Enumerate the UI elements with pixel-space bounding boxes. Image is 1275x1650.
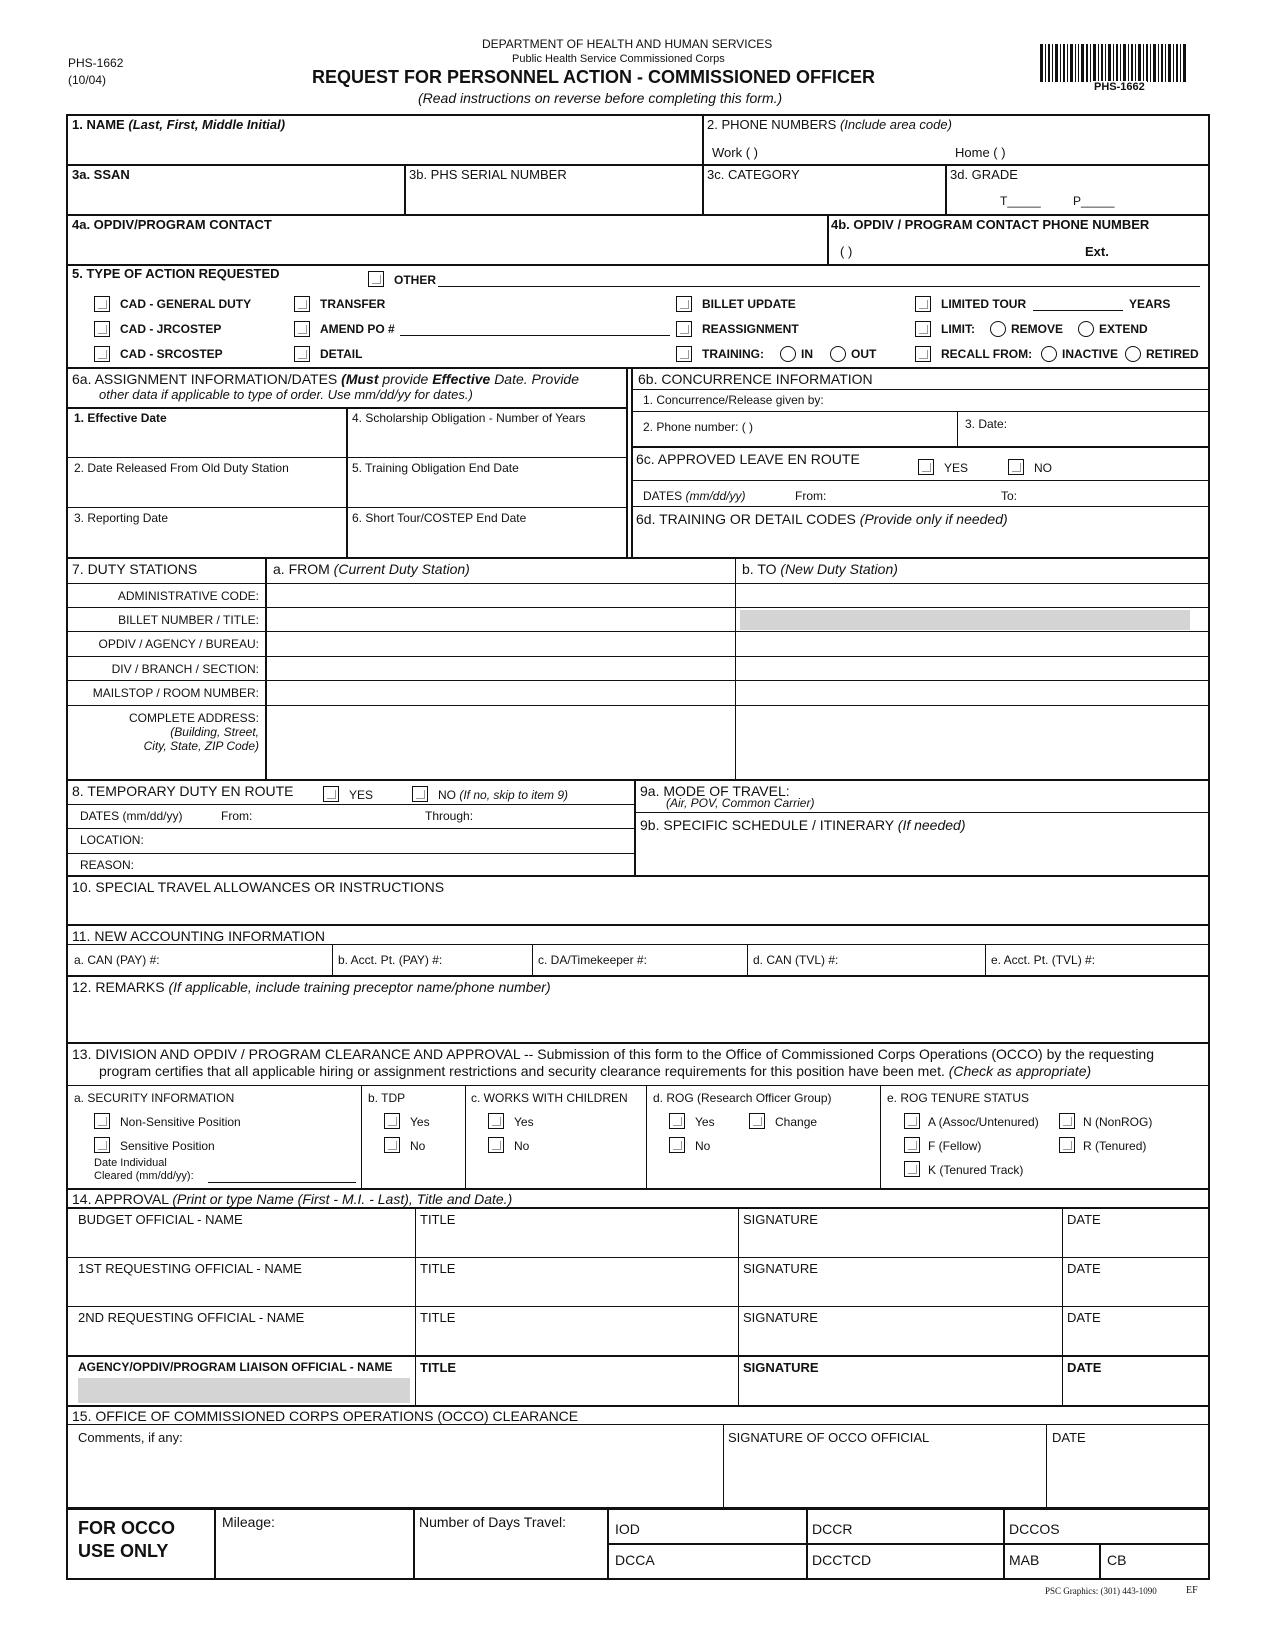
complete-address-label: COMPLETE ADDRESS: <box>128 711 259 725</box>
cb-label: CB <box>1107 1552 1127 1568</box>
remove-radio[interactable] <box>990 321 1006 337</box>
training-out-radio[interactable] <box>830 346 846 362</box>
remarks-text: 12. REMARKS <box>72 979 165 995</box>
barcode-label: PHS-1662 <box>1094 81 1145 93</box>
assignment-must: (Must <box>341 371 379 387</box>
contact-phone-ext: Ext. <box>1085 244 1109 259</box>
cad-general-label: CAD - GENERAL DUTY <box>120 297 252 311</box>
training-label: TRAINING: <box>702 347 764 361</box>
tenure-a-checkbox[interactable] <box>904 1113 920 1129</box>
recall-checkbox[interactable] <box>915 346 931 362</box>
non-sensitive-checkbox[interactable] <box>94 1113 110 1129</box>
serial-label: 3b. PHS SERIAL NUMBER <box>409 167 567 182</box>
name-label <box>72 118 285 133</box>
temp-duty-no-text: NO <box>438 788 456 802</box>
phone-label-text: 2. PHONE NUMBERS <box>707 117 837 132</box>
cad-jrcostep-checkbox[interactable] <box>94 321 110 337</box>
limited-tour-label: LIMITED TOUR <box>941 297 1027 311</box>
rog-yes-label: Yes <box>695 1115 715 1129</box>
billet-update-label: BILLET UPDATE <box>702 297 796 311</box>
rog-title: d. ROG (Research Officer Group) <box>653 1091 832 1105</box>
cad-srcostep-checkbox[interactable] <box>94 346 110 362</box>
amend-po-checkbox[interactable] <box>294 321 310 337</box>
barcode-icon <box>1040 44 1190 82</box>
program-contact-label: 4a. OPDIV/PROGRAM CONTACT <box>72 217 272 232</box>
other-label: OTHER <box>394 273 436 287</box>
tenure-k-checkbox[interactable] <box>904 1161 920 1177</box>
children-no-checkbox[interactable] <box>488 1137 504 1153</box>
duty-stations-title: 7. DUTY STATIONS <box>72 561 198 577</box>
mailstop-label: MAILSTOP / ROOM NUMBER: <box>92 686 259 700</box>
liaison-official-label: AGENCY/OPDIV/PROGRAM LIAISON OFFICIAL - NAME <box>78 1360 393 1374</box>
tdp-yes-label: Yes <box>410 1115 430 1129</box>
liaison-signature-label: SIGNATURE <box>743 1360 819 1375</box>
remarks-title <box>72 979 551 995</box>
budget-signature-label: SIGNATURE <box>743 1212 818 1227</box>
temp-duty-yes-checkbox[interactable] <box>323 786 339 802</box>
tdp-no-label: No <box>410 1139 426 1153</box>
cleared-date-label: Cleared (mm/dd/yy): <box>94 1170 194 1182</box>
grade-p: P_____ <box>1073 194 1115 208</box>
short-tour-label: 6. Short Tour/COSTEP End Date <box>352 511 527 525</box>
remove-label: REMOVE <box>1011 322 1064 336</box>
training-out-label: OUT <box>851 347 877 361</box>
timekeeper-label: c. DA/Timekeeper #: <box>538 953 647 967</box>
dcctcd-label: DCCTCD <box>812 1552 872 1568</box>
billet-update-checkbox[interactable] <box>676 296 692 312</box>
training-in-radio[interactable] <box>780 346 796 362</box>
name-hint: (Last, First, Middle Initial) <box>128 117 286 132</box>
clearance-statement-text: program certifies that all applicable hiring or assignment restrictions and security clearance requirements for this position have been met. <box>99 1063 945 1079</box>
clearance-title: 13. DIVISION AND OPDIV / PROGRAM CLEARANCE AND APPROVAL -- Submission of this form to the Office of Commissioned Corps Operations (OCCO) by the requesting <box>72 1046 1154 1062</box>
assignment-provide: provide <box>382 371 429 387</box>
leave-dates-text: DATES <box>643 489 683 503</box>
budget-official-label: BUDGET OFFICIAL - NAME <box>78 1212 243 1227</box>
budget-title-label: TITLE <box>420 1212 456 1227</box>
div-branch-label: DIV / BRANCH / SECTION: <box>111 662 259 676</box>
iod-label: IOD <box>615 1521 640 1537</box>
tenure-r-checkbox[interactable] <box>1059 1137 1075 1153</box>
liaison-title-label: TITLE <box>420 1360 457 1375</box>
temp-duty-through: Through: <box>425 809 474 823</box>
date-individual-label: Date Individual <box>94 1157 167 1169</box>
second-requesting-signature-label: SIGNATURE <box>743 1310 818 1325</box>
transfer-label: TRANSFER <box>320 297 386 311</box>
training-obligation-label: 5. Training Obligation End Date <box>352 461 519 475</box>
home-phone: Home ( ) <box>955 145 1006 160</box>
address-hint-2: City, State, ZIP Code) <box>143 739 259 753</box>
second-requesting-date-label: DATE <box>1067 1310 1101 1325</box>
temp-duty-yes-label: YES <box>349 788 374 802</box>
page-title: REQUEST FOR PERSONNEL ACTION - COMMISSIONED OFFICER <box>312 67 876 87</box>
tenure-n-label: N (NonROG) <box>1083 1115 1153 1129</box>
billet-number-label: BILLET NUMBER / TITLE: <box>118 613 259 627</box>
from-station-label: a. FROM <box>273 561 330 577</box>
ssan-label: 3a. SSAN <box>72 167 130 182</box>
to-station-label: b. TO <box>742 561 777 577</box>
phone-label <box>707 118 952 133</box>
name-label-text: 1. NAME <box>72 117 125 132</box>
temp-duty-from: From: <box>221 809 253 823</box>
assignment-effective: Effective <box>432 371 491 387</box>
occo-signature-label: SIGNATURE OF OCCO OFFICIAL <box>728 1430 930 1445</box>
detail-label: DETAIL <box>320 347 363 361</box>
sensitive-label: Sensitive Position <box>120 1139 215 1153</box>
occo-clearance-title: 15. OFFICE OF COMMISSIONED CORPS OPERATIONS (OCCO) CLEARANCE <box>72 1408 579 1424</box>
sensitive-checkbox[interactable] <box>94 1137 110 1153</box>
children-yes-label: Yes <box>514 1115 534 1129</box>
action-type-title: 5. TYPE OF ACTION REQUESTED <box>72 266 280 281</box>
service-name: Public Health Service Commissioned Corps <box>512 53 725 65</box>
liaison-shaded-field <box>78 1378 410 1403</box>
works-with-children-title: c. WORKS WITH CHILDREN <box>471 1091 628 1105</box>
opdiv-agency-label: OPDIV / AGENCY / BUREAU: <box>98 637 259 651</box>
assignment-info-title-text: 6a. ASSIGNMENT INFORMATION/DATES <box>72 371 338 387</box>
remarks-hint: (If applicable, include training preceptor name/phone number) <box>168 979 551 995</box>
tenure-n-checkbox[interactable] <box>1059 1113 1075 1129</box>
department-name: DEPARTMENT OF HEALTH AND HUMAN SERVICES <box>482 37 773 51</box>
concurrence-phone: 2. Phone number: ( ) <box>643 420 754 434</box>
approval-hint: (Print or type Name (First - M.I. - Last), Title and Date.) <box>172 1191 513 1207</box>
form-number: PHS-1662 <box>68 56 124 70</box>
acct-pt-pay-label: b. Acct. Pt. (PAY) #: <box>338 953 443 967</box>
phone-hint: (Include area code) <box>839 117 952 132</box>
leave-no-checkbox[interactable] <box>1008 459 1024 475</box>
special-travel-title: 10. SPECIAL TRAVEL ALLOWANCES OR INSTRUCTIONS <box>72 879 445 895</box>
psc-graphics-credit: PSC Graphics: (301) 443-1090 <box>1045 1586 1157 1596</box>
comments-label: Comments, if any: <box>78 1430 183 1445</box>
itinerary-hint: (If needed) <box>897 817 966 833</box>
tdp-title: b. TDP <box>368 1091 406 1105</box>
tenure-f-checkbox[interactable] <box>904 1137 920 1153</box>
tdp-yes-checkbox[interactable] <box>384 1113 400 1129</box>
first-requesting-label: 1ST REQUESTING OFFICIAL - NAME <box>78 1261 302 1276</box>
leave-dates-format: (mm/dd/yy) <box>685 489 746 503</box>
security-info-title: a. SECURITY INFORMATION <box>74 1091 235 1105</box>
training-checkbox[interactable] <box>676 346 692 362</box>
dcca-label: DCCA <box>615 1552 655 1568</box>
first-requesting-date-label: DATE <box>1067 1261 1101 1276</box>
temp-duty-location: LOCATION: <box>80 833 144 847</box>
second-requesting-label: 2ND REQUESTING OFFICIAL - NAME <box>78 1310 305 1325</box>
occo-date-label: DATE <box>1052 1430 1086 1445</box>
from-station-hint: (Current Duty Station) <box>333 561 470 577</box>
training-codes-text: 6d. TRAINING OR DETAIL CODES <box>636 511 856 527</box>
second-requesting-title-label: TITLE <box>420 1310 456 1325</box>
clearance-statement-hint: (Check as appropriate) <box>948 1063 1092 1079</box>
effective-date-label: 1. Effective Date <box>74 411 167 425</box>
assignment-rest: Date. Provide <box>494 371 580 387</box>
admin-code-label: ADMINISTRATIVE CODE: <box>117 589 259 603</box>
first-requesting-title-label: TITLE <box>420 1261 456 1276</box>
first-requesting-signature-label: SIGNATURE <box>743 1261 818 1276</box>
leave-yes-checkbox[interactable] <box>918 459 934 475</box>
date-released-label: 2. Date Released From Old Duty Station <box>74 461 289 475</box>
for-occo-label: FOR OCCO <box>78 1518 175 1538</box>
other-checkbox[interactable] <box>368 271 384 287</box>
billet-shaded-field <box>740 610 1190 630</box>
tenure-a-label: A (Assoc/Untenured) <box>928 1115 1039 1129</box>
use-only-label: USE ONLY <box>78 1541 169 1561</box>
leave-from-label: From: <box>795 489 827 503</box>
tenure-k-label: K (Tenured Track) <box>928 1163 1024 1177</box>
limit-label: LIMIT: <box>941 322 975 336</box>
reassignment-checkbox[interactable] <box>676 321 692 337</box>
reassignment-label: REASSIGNMENT <box>702 322 799 336</box>
concurrence-given-by: 1. Concurrence/Release given by: <box>643 393 824 407</box>
cad-srcostep-label: CAD - SRCOSTEP <box>120 347 223 361</box>
ef-mark: EF <box>1186 1585 1198 1596</box>
assignment-info-line2: other data if applicable to type of order. Use mm/dd/yy for dates.) <box>99 387 473 402</box>
grade-t: T_____ <box>1000 194 1041 208</box>
mab-label: MAB <box>1009 1552 1040 1568</box>
contact-phone-parens: ( ) <box>840 244 853 259</box>
children-no-label: No <box>514 1139 530 1153</box>
approval-title <box>72 1191 512 1207</box>
dccos-label: DCCOS <box>1009 1521 1060 1537</box>
training-codes-title <box>636 511 1008 527</box>
temp-duty-no-hint: (If no, skip to item 9) <box>459 788 569 802</box>
rog-change-label: Change <box>775 1115 818 1129</box>
itinerary-text: 9b. SPECIFIC SCHEDULE / ITINERARY <box>640 817 894 833</box>
grade-label: 3d. GRADE <box>950 167 1018 182</box>
inactive-label: INACTIVE <box>1062 347 1119 361</box>
leave-to-label: To: <box>1001 489 1018 503</box>
leave-no-label: NO <box>1034 461 1052 475</box>
retired-label: RETIRED <box>1146 347 1199 361</box>
clearance-statement <box>99 1063 1091 1079</box>
cad-general-checkbox[interactable] <box>94 296 110 312</box>
days-travel-label: Number of Days Travel: <box>419 1514 567 1530</box>
tenure-f-label: F (Fellow) <box>928 1139 982 1153</box>
assignment-info-title <box>72 371 579 387</box>
budget-date-label: DATE <box>1067 1212 1101 1227</box>
tenure-r-label: R (Tenured) <box>1083 1139 1147 1153</box>
temp-duty-no-checkbox[interactable] <box>412 786 428 802</box>
rog-no-label: No <box>695 1139 711 1153</box>
to-station-header <box>742 561 898 577</box>
to-station-hint: (New Duty Station) <box>780 561 898 577</box>
form-date: (10/04) <box>68 73 107 87</box>
leave-dates-label <box>643 490 745 504</box>
can-tvl-label: d. CAN (TVL) #: <box>753 953 839 967</box>
non-sensitive-label: Non-Sensitive Position <box>120 1115 241 1129</box>
scholarship-label: 4. Scholarship Obligation - Number of Years <box>352 411 586 425</box>
itinerary-title <box>640 817 966 833</box>
rog-no-checkbox[interactable] <box>669 1137 685 1153</box>
liaison-date-label: DATE <box>1067 1360 1102 1375</box>
program-contact-phone-label: 4b. OPDIV / PROGRAM CONTACT PHONE NUMBER <box>831 217 1150 232</box>
temp-duty-dates: DATES (mm/dd/yy) <box>80 809 183 823</box>
temp-duty-title: 8. TEMPORARY DUTY EN ROUTE <box>72 783 294 799</box>
limit-checkbox[interactable] <box>915 321 931 337</box>
acct-pt-tvl-label: e. Acct. Pt. (TVL) #: <box>991 953 1096 967</box>
mileage-label: Mileage: <box>222 1514 275 1530</box>
recall-label: RECALL FROM: <box>941 347 1033 361</box>
approval-text: 14. APPROVAL <box>72 1191 169 1207</box>
temp-duty-no-label <box>438 789 568 803</box>
mode-of-travel-hint: (Air, POV, Common Carrier) <box>666 796 815 810</box>
mode-of-travel-title: 9a. MODE OF TRAVEL: <box>640 783 790 799</box>
tdp-no-checkbox[interactable] <box>384 1137 400 1153</box>
transfer-checkbox[interactable] <box>294 296 310 312</box>
cad-jrcostep-label: CAD - JRCOSTEP <box>120 322 222 336</box>
accounting-title: 11. NEW ACCOUNTING INFORMATION <box>72 928 326 944</box>
amend-po-label: AMEND PO # <box>320 322 395 336</box>
address-hint-1: (Building, Street, <box>170 725 259 739</box>
leave-yes-label: YES <box>944 461 969 475</box>
inactive-radio[interactable] <box>1041 346 1057 362</box>
retired-radio[interactable] <box>1125 346 1141 362</box>
reporting-date-label: 3. Reporting Date <box>74 511 169 525</box>
concurrence-title: 6b. CONCURRENCE INFORMATION <box>638 371 873 387</box>
years-label: YEARS <box>1129 297 1171 311</box>
rog-yes-checkbox[interactable] <box>669 1113 685 1129</box>
dccr-label: DCCR <box>812 1521 853 1537</box>
limited-tour-checkbox[interactable] <box>915 296 931 312</box>
extend-radio[interactable] <box>1078 321 1094 337</box>
concurrence-date: 3. Date: <box>965 417 1008 431</box>
training-codes-hint: (Provide only if needed) <box>859 511 1008 527</box>
detail-checkbox[interactable] <box>294 346 310 362</box>
can-pay-label: a. CAN (PAY) #: <box>74 953 160 967</box>
training-in-label: IN <box>801 347 813 361</box>
extend-label: EXTEND <box>1099 322 1148 336</box>
rog-change-checkbox[interactable] <box>749 1113 765 1129</box>
category-label: 3c. CATEGORY <box>707 167 800 182</box>
rog-tenure-title: e. ROG TENURE STATUS <box>887 1091 1030 1105</box>
children-yes-checkbox[interactable] <box>488 1113 504 1129</box>
form-instructions: (Read instructions on reverse before completing this form.) <box>418 90 783 106</box>
from-station-header <box>273 561 470 577</box>
work-phone: Work ( ) <box>712 145 758 160</box>
leave-en-route-title: 6c. APPROVED LEAVE EN ROUTE <box>636 451 860 467</box>
temp-duty-reason: REASON: <box>80 858 135 872</box>
